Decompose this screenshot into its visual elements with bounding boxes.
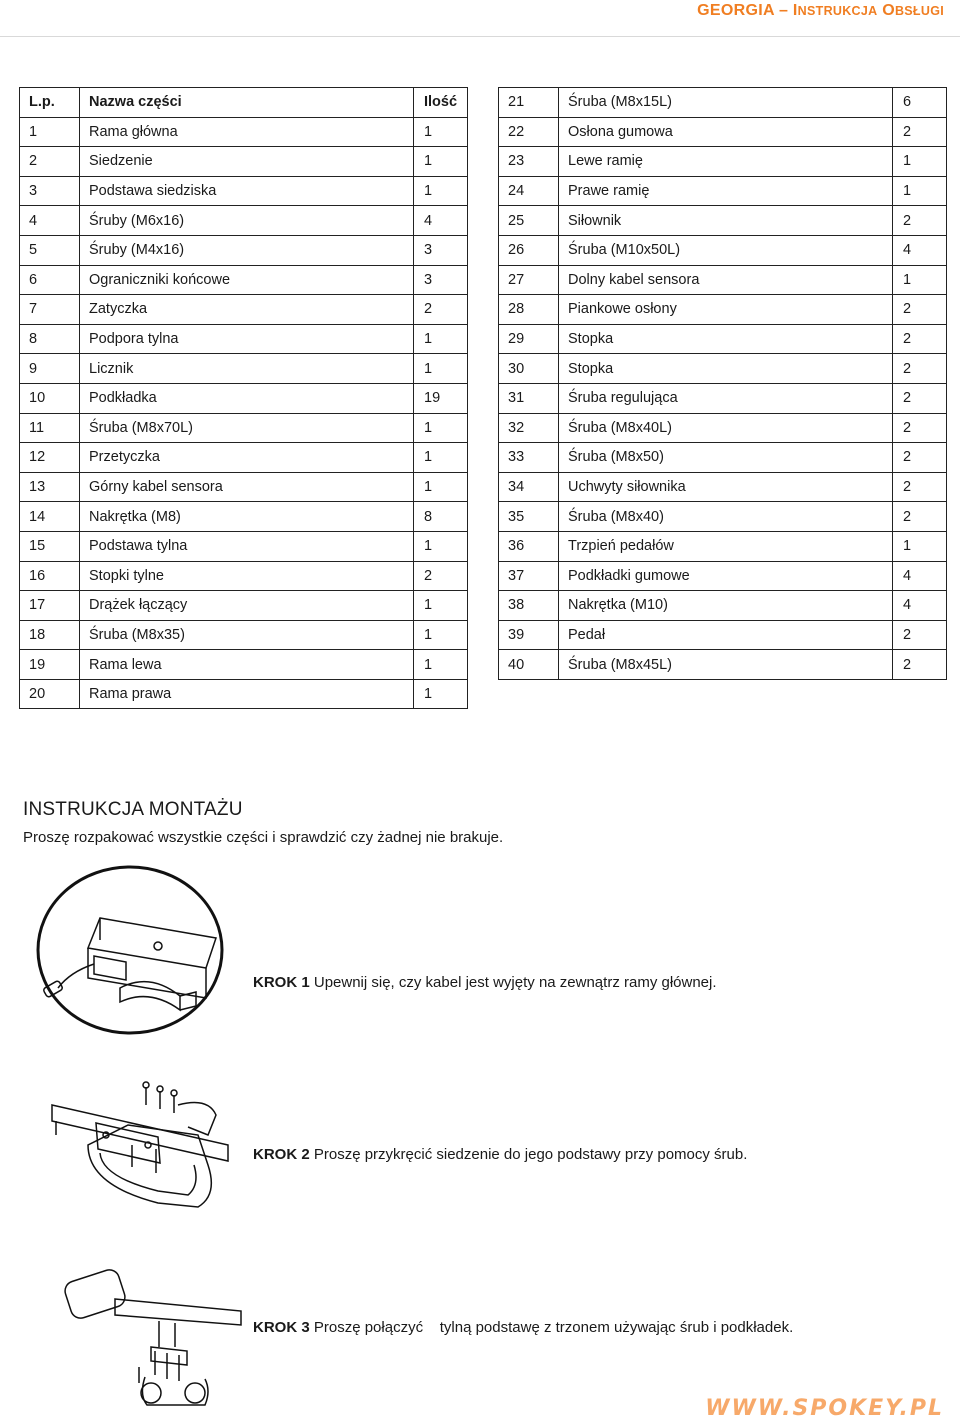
table-row (20, 354, 468, 384)
part-name: Śruby (M6x16) (80, 206, 414, 236)
part-qty: 1 (414, 413, 468, 443)
part-name: Nakrętka (M8) (80, 502, 414, 532)
part-qty: 1 (414, 117, 468, 147)
part-number: 19 (20, 650, 80, 680)
part-name: Śruba (M8x50) (559, 443, 893, 473)
part-name: Licznik (80, 354, 414, 384)
part-name: Rama prawa (80, 679, 414, 709)
table-row (499, 117, 947, 147)
part-qty: 2 (893, 383, 947, 413)
table-row (20, 206, 468, 236)
part-number: 17 (20, 591, 80, 621)
part-number: 14 (20, 502, 80, 532)
part-qty: 1 (414, 176, 468, 206)
parts-table-left (19, 87, 468, 709)
table-row (499, 265, 947, 295)
part-name: Drążek łączący (80, 591, 414, 621)
header-num: L.p. (20, 88, 80, 118)
part-name: Śruba (M8x70L) (80, 413, 414, 443)
part-number: 8 (20, 324, 80, 354)
part-name: Rama lewa (80, 650, 414, 680)
header-name: Nazwa części (80, 88, 414, 118)
table-row (499, 472, 947, 502)
part-name: Ograniczniki końcowe (80, 265, 414, 295)
part-qty: 19 (414, 383, 468, 413)
part-number: 10 (20, 383, 80, 413)
part-name: Stopka (559, 354, 893, 384)
part-qty: 1 (414, 354, 468, 384)
part-qty: 2 (893, 443, 947, 473)
part-name: Przetyczka (80, 443, 414, 473)
part-number: 34 (499, 472, 559, 502)
part-number: 21 (499, 88, 559, 118)
part-number: 16 (20, 561, 80, 591)
part-name: Lewe ramię (559, 147, 893, 177)
step-3: KROK 3 Proszę połączyć tylną podstawę z trzonem używając śrub i podkładek. (253, 1319, 794, 1336)
table-row (20, 383, 468, 413)
part-number: 20 (20, 679, 80, 709)
part-name: Uchwyty siłownika (559, 472, 893, 502)
header-qty: Ilość (414, 88, 468, 118)
table-row (20, 472, 468, 502)
part-qty: 3 (414, 265, 468, 295)
part-qty: 2 (893, 354, 947, 384)
assembly-intro: Proszę rozpakować wszystkie części i sprawdzić czy żadnej nie brakuje. (23, 829, 504, 846)
part-qty: 1 (414, 147, 468, 177)
part-qty: 2 (893, 324, 947, 354)
part-number: 28 (499, 295, 559, 325)
part-name: Osłona gumowa (559, 117, 893, 147)
part-number: 30 (499, 354, 559, 384)
part-qty: 1 (893, 147, 947, 177)
part-qty: 2 (414, 561, 468, 591)
part-qty: 1 (414, 531, 468, 561)
table-row (499, 591, 947, 621)
part-number: 27 (499, 265, 559, 295)
header-divider (0, 36, 960, 37)
part-number: 24 (499, 176, 559, 206)
part-number: 33 (499, 443, 559, 473)
part-qty: 2 (893, 295, 947, 325)
part-name: Pedał (559, 620, 893, 650)
part-name: Trzpień pedałów (559, 531, 893, 561)
part-name: Podkładka (80, 383, 414, 413)
part-name: Prawe ramię (559, 176, 893, 206)
part-name: Podpora tylna (80, 324, 414, 354)
part-number: 3 (20, 176, 80, 206)
table-row (20, 147, 468, 177)
part-number: 5 (20, 235, 80, 265)
brand-name: GEORGIA (697, 2, 775, 19)
table-row (499, 413, 947, 443)
part-qty: 2 (893, 117, 947, 147)
part-name: Podstawa siedziska (80, 176, 414, 206)
part-number: 1 (20, 117, 80, 147)
part-number: 29 (499, 324, 559, 354)
table-row (20, 502, 468, 532)
table-row (20, 531, 468, 561)
part-name: Śruby (M4x16) (80, 235, 414, 265)
table-row (499, 650, 947, 680)
part-qty: 3 (414, 235, 468, 265)
part-qty: 1 (893, 531, 947, 561)
part-number: 2 (20, 147, 80, 177)
step-2: KROK 2 Proszę przykręcić siedzenie do jego podstawy przy pomocy śrub. (253, 1146, 748, 1163)
part-qty: 2 (893, 502, 947, 532)
table-row (20, 413, 468, 443)
table-row (20, 117, 468, 147)
part-qty: 1 (893, 265, 947, 295)
part-number: 35 (499, 502, 559, 532)
part-number: 9 (20, 354, 80, 384)
table-row (20, 235, 468, 265)
part-qty: 1 (893, 176, 947, 206)
part-qty: 2 (893, 620, 947, 650)
part-number: 26 (499, 235, 559, 265)
step2-illustration (48, 1075, 238, 1225)
part-number: 38 (499, 591, 559, 621)
part-qty: 1 (414, 679, 468, 709)
part-qty: 4 (414, 206, 468, 236)
part-name: Stopki tylne (80, 561, 414, 591)
part-qty: 2 (893, 472, 947, 502)
part-name: Zatyczka (80, 295, 414, 325)
part-name: Śruba (M8x35) (80, 620, 414, 650)
part-number: 13 (20, 472, 80, 502)
part-number: 39 (499, 620, 559, 650)
step-1: KROK 1 Upewnij się, czy kabel jest wyjęty na zewnątrz ramy głównej. (253, 974, 717, 991)
table-row (499, 235, 947, 265)
part-number: 37 (499, 561, 559, 591)
part-name: Stopka (559, 324, 893, 354)
part-number: 32 (499, 413, 559, 443)
part-number: 11 (20, 413, 80, 443)
table-row (20, 324, 468, 354)
part-name: Nakrętka (M10) (559, 591, 893, 621)
parts-table-right (498, 87, 947, 680)
table-row (499, 295, 947, 325)
step1-illustration (30, 860, 230, 1035)
part-number: 22 (499, 117, 559, 147)
table-row (499, 354, 947, 384)
part-qty: 1 (414, 324, 468, 354)
table-row (499, 324, 947, 354)
table-row (499, 620, 947, 650)
part-name: Śruba (M8x40) (559, 502, 893, 532)
part-name: Rama główna (80, 117, 414, 147)
part-name: Śruba (M8x45L) (559, 650, 893, 680)
part-qty: 1 (414, 472, 468, 502)
part-number: 15 (20, 531, 80, 561)
part-name: Śruba (M8x15L) (559, 88, 893, 118)
part-number: 6 (20, 265, 80, 295)
part-number: 12 (20, 443, 80, 473)
part-qty: 4 (893, 561, 947, 591)
table-row (20, 443, 468, 473)
part-qty: 2 (893, 206, 947, 236)
part-qty: 8 (414, 502, 468, 532)
part-qty: 2 (893, 650, 947, 680)
part-qty: 2 (893, 413, 947, 443)
table-row (499, 383, 947, 413)
part-name: Podkładki gumowe (559, 561, 893, 591)
table-row (499, 531, 947, 561)
part-name: Górny kabel sensora (80, 472, 414, 502)
table-row (20, 295, 468, 325)
part-name: Śruba (M8x40L) (559, 413, 893, 443)
part-number: 40 (499, 650, 559, 680)
table-row (499, 561, 947, 591)
step3-illustration (55, 1255, 245, 1415)
part-name: Siedzenie (80, 147, 414, 177)
part-name: Dolny kabel sensora (559, 265, 893, 295)
table-row (499, 502, 947, 532)
part-name: Piankowe osłony (559, 295, 893, 325)
table-row (499, 443, 947, 473)
assembly-title: INSTRUKCJA MONTAŻU (23, 799, 243, 820)
part-number: 4 (20, 206, 80, 236)
table-row (499, 176, 947, 206)
part-qty: 2 (414, 295, 468, 325)
part-qty: 1 (414, 443, 468, 473)
table-row (20, 591, 468, 621)
spokey-logo[interactable]: WWW.SPOKEY.PL (705, 1396, 944, 1421)
part-name: Śruba regulująca (559, 383, 893, 413)
part-number: 23 (499, 147, 559, 177)
table-row (499, 206, 947, 236)
part-qty: 4 (893, 235, 947, 265)
table-row (499, 147, 947, 177)
part-qty: 6 (893, 88, 947, 118)
table-row (20, 679, 468, 709)
part-qty: 4 (893, 591, 947, 621)
part-number: 7 (20, 295, 80, 325)
table-header-row (20, 88, 468, 118)
table-row (499, 88, 947, 118)
table-row (20, 650, 468, 680)
part-number: 36 (499, 531, 559, 561)
part-number: 18 (20, 620, 80, 650)
part-qty: 1 (414, 591, 468, 621)
document-header: GEORGIA – INSTRUKCJA OBSŁUGI (697, 2, 944, 19)
table-row (20, 561, 468, 591)
part-name: Siłownik (559, 206, 893, 236)
part-name: Podstawa tylna (80, 531, 414, 561)
table-row (20, 620, 468, 650)
table-row (20, 265, 468, 295)
part-qty: 1 (414, 620, 468, 650)
part-number: 31 (499, 383, 559, 413)
part-qty: 1 (414, 650, 468, 680)
table-row (20, 176, 468, 206)
part-name: Śruba (M10x50L) (559, 235, 893, 265)
part-number: 25 (499, 206, 559, 236)
